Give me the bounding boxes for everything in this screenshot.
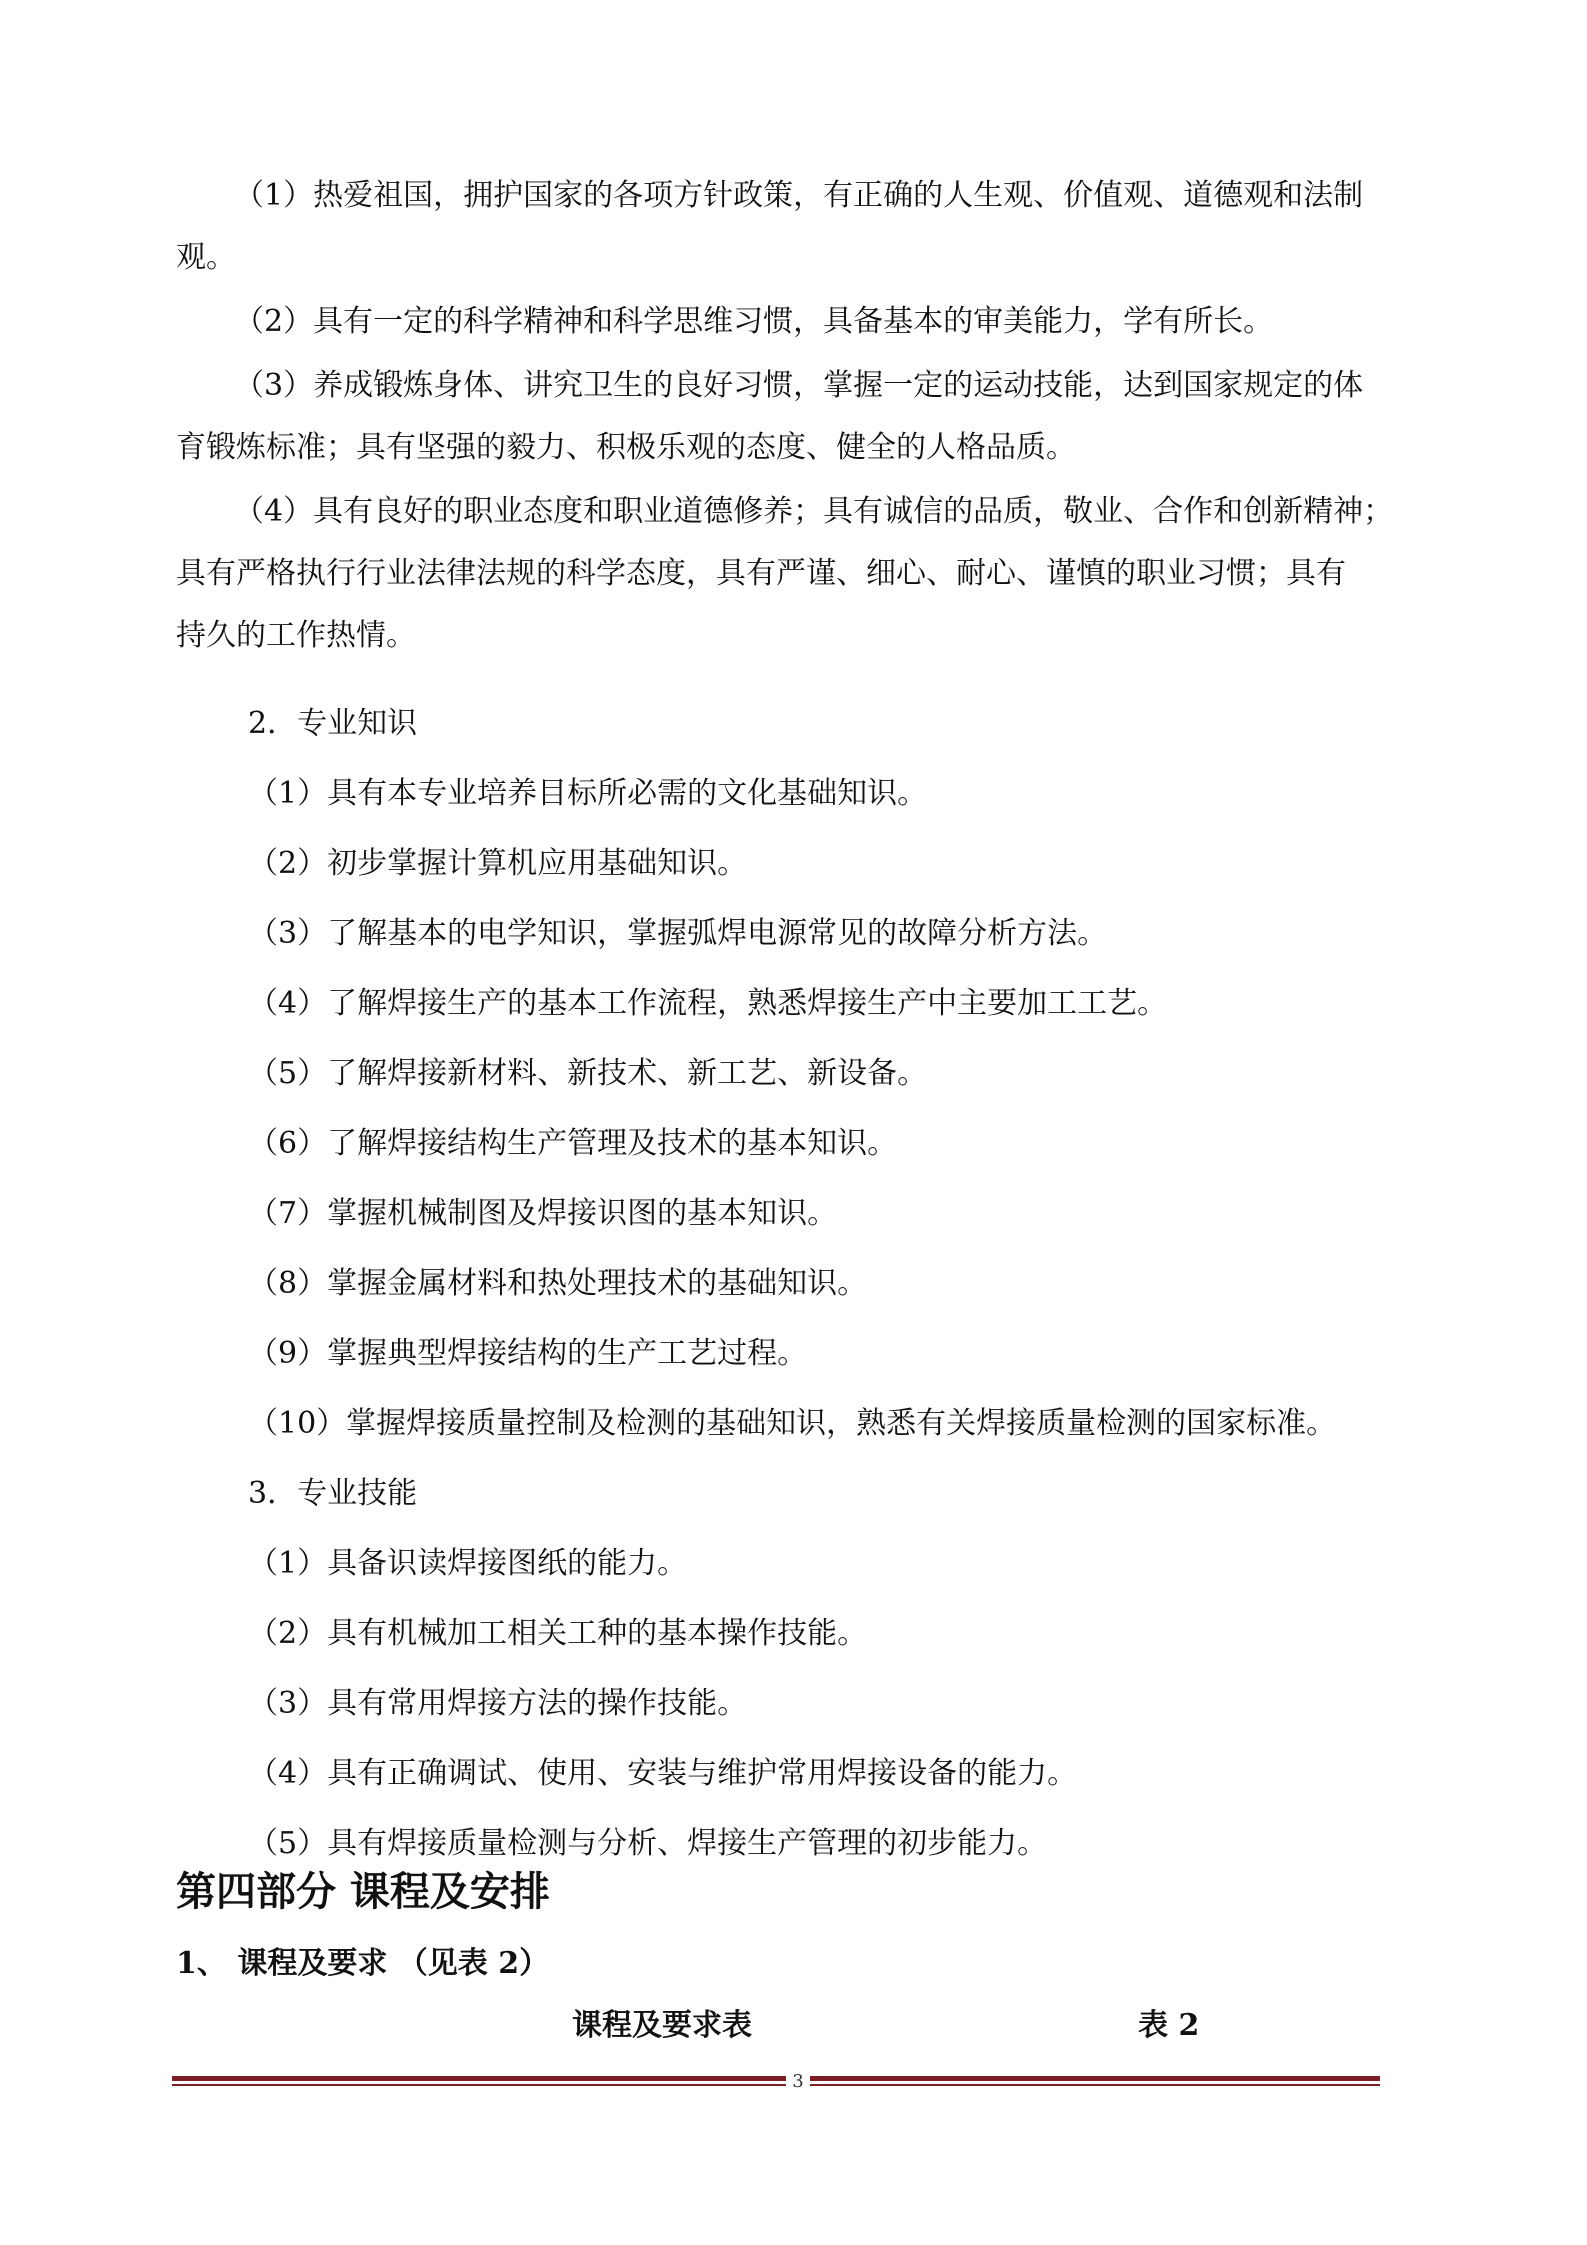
skills-heading: 3．专业技能 (248, 1476, 418, 1511)
quality-paragraph-1-line-2: 观。 (176, 240, 236, 275)
table-caption-title: 课程及要求表 (572, 2008, 752, 2043)
knowledge-item-8: （8）掌握金属材料和热处理技术的基础知识。 (248, 1266, 868, 1301)
part-heading: 第四部分 课程及安排 (176, 1869, 550, 1915)
knowledge-item-9: （9）掌握典型焊接结构的生产工艺过程。 (248, 1336, 808, 1371)
footer-rule-thick (172, 2076, 1380, 2081)
sub-heading: 1、 课程及要求 （见表 2） (176, 1946, 550, 1981)
quality-paragraph-1-line-1: （1）热爱祖国，拥护国家的各项方针政策，有正确的人生观、价值观、道德观和法制 (234, 178, 1364, 213)
knowledge-item-6: （6）了解焊接结构生产管理及技术的基本知识。 (248, 1126, 898, 1161)
quality-paragraph-3-line-1: （3）养成锻炼身体、讲究卫生的良好习惯，掌握一定的运动技能，达到国家规定的体 (234, 368, 1364, 403)
knowledge-item-5: （5）了解焊接新材料、新技术、新工艺、新设备。 (248, 1056, 928, 1091)
quality-paragraph-4-line-2: 具有严格执行行业法律法规的科学态度，具有严谨、细心、耐心、谨慎的职业习惯；具有 (176, 556, 1346, 591)
knowledge-heading: 2．专业知识 (248, 706, 418, 741)
knowledge-item-10: （10）掌握焊接质量控制及检测的基础知识，熟悉有关焊接质量检测的国家标准。 (248, 1406, 1337, 1441)
skills-item-4: （4）具有正确调试、使用、安装与维护常用焊接设备的能力。 (248, 1756, 1078, 1791)
skills-item-5: （5）具有焊接质量检测与分析、焊接生产管理的初步能力。 (248, 1826, 1048, 1861)
table-caption-label: 表 2 (1138, 2008, 1200, 2043)
quality-paragraph-3-line-2: 育锻炼标准；具有坚强的毅力、积极乐观的态度、健全的人格品质。 (176, 430, 1076, 465)
skills-item-2: （2）具有机械加工相关工种的基本操作技能。 (248, 1616, 868, 1651)
footer-rule-thin (172, 2084, 1380, 2086)
knowledge-item-1: （1）具有本专业培养目标所必需的文化基础知识。 (248, 776, 928, 811)
quality-paragraph-2: （2）具有一定的科学精神和科学思维习惯，具备基本的审美能力，学有所长。 (234, 304, 1274, 339)
knowledge-item-3: （3）了解基本的电学知识，掌握弧焊电源常见的故障分析方法。 (248, 916, 1108, 951)
knowledge-item-2: （2）初步掌握计算机应用基础知识。 (248, 846, 748, 881)
skills-item-1: （1）具备识读焊接图纸的能力。 (248, 1546, 688, 1581)
skills-item-3: （3）具有常用焊接方法的操作技能。 (248, 1686, 748, 1721)
knowledge-item-7: （7）掌握机械制图及焊接识图的基本知识。 (248, 1196, 838, 1231)
knowledge-item-4: （4）了解焊接生产的基本工作流程，熟悉焊接生产中主要加工工艺。 (248, 986, 1168, 1021)
page-number: 3 (786, 2072, 810, 2092)
quality-paragraph-4-line-1: （4）具有良好的职业态度和职业道德修养；具有诚信的品质，敬业、合作和创新精神； (234, 494, 1394, 529)
quality-paragraph-4-line-3: 持久的工作热情。 (176, 618, 416, 653)
